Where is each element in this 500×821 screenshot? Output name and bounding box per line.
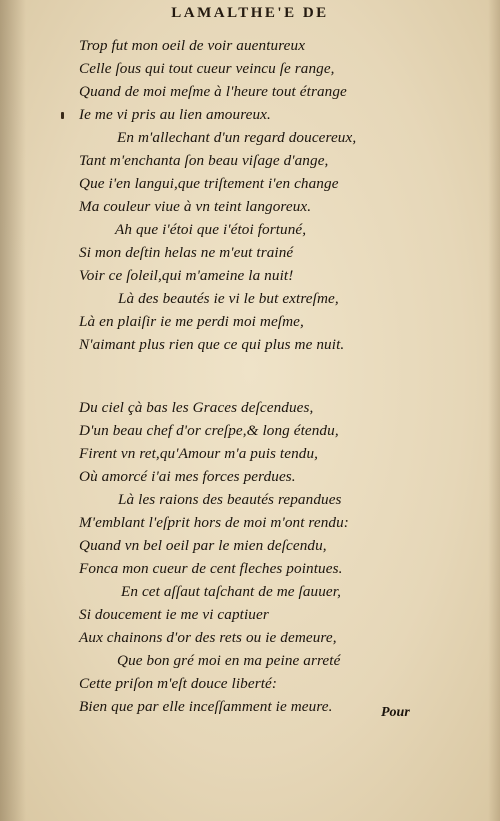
verse-line: Que i'en langui,que triſtement i'en change xyxy=(79,175,339,192)
verse-line: En m'allechant d'un regard doucereux, xyxy=(117,129,357,146)
verse-line: Trop fut mon oeil de voir auentureux xyxy=(79,37,306,54)
verse-line: Que bon gré moi en ma peine arreté xyxy=(117,652,341,669)
gutter-shadow xyxy=(0,0,26,821)
catchword: Pour xyxy=(381,705,410,720)
running-head: LAMALTHE'E DE xyxy=(171,5,329,21)
verse-line: Celle ſous qui tout cueur veincu ſe range, xyxy=(79,60,335,77)
verse-line: Du ciel çà bas les Graces deſcendues, xyxy=(79,399,314,416)
verse-line: Où amorcé i'ai mes forces perdues. xyxy=(79,468,296,485)
verse-line: Cette priſon m'eſt douce liberté: xyxy=(79,675,278,692)
verse-line: Quand de moi meſme à l'heure tout étrange xyxy=(79,83,347,100)
verse-line: Tant m'enchanta ſon beau viſage d'ange, xyxy=(79,152,329,169)
verse-line: Voir ce ſoleil,qui m'ameine la nuit! xyxy=(79,267,294,284)
page-edge-shadow xyxy=(488,0,500,821)
verse-line: Là en plaiſir ie me perdi moi meſme, xyxy=(79,313,304,330)
verse-line: N'aimant plus rien que ce qui plus me nuit. xyxy=(79,336,345,353)
verse-line: En cet aſſaut taſchant de me ſauuer, xyxy=(121,583,341,600)
verse-line: Si doucement ie me vi captiuer xyxy=(79,606,269,623)
verse-line: Bien que par elle inceſſamment ie meure. xyxy=(79,698,333,715)
verse-line: D'un beau chef d'or creſpe,& long étendu, xyxy=(79,422,339,439)
verse-line: Ie me vi pris au lien amoureux. xyxy=(79,106,271,123)
verse-line: Ah que i'étoi que i'étoi fortuné, xyxy=(115,221,307,238)
verse-line: Fonca mon cueur de cent fleches pointues. xyxy=(79,560,343,577)
verse-line: Là les raions des beautés repandues xyxy=(118,491,342,508)
verse-line: M'emblant l'eſprit hors de moi m'ont rendu: xyxy=(79,514,349,531)
verse-line: Si mon deſtin helas ne m'eut trainé xyxy=(79,244,294,261)
verse-line: Là des beautés ie vi le but extreſme, xyxy=(118,290,339,307)
verse-line: Ma couleur viue à vn teint langoreux. xyxy=(79,198,312,215)
verse-line: Quand vn bel oeil par le mien deſcendu, xyxy=(79,537,327,554)
ink-speck xyxy=(61,112,64,119)
verse-line: Firent vn ret,qu'Amour m'a puis tendu, xyxy=(79,445,319,462)
verse-line: Aux chainons d'or des rets ou ie demeure, xyxy=(79,629,337,646)
